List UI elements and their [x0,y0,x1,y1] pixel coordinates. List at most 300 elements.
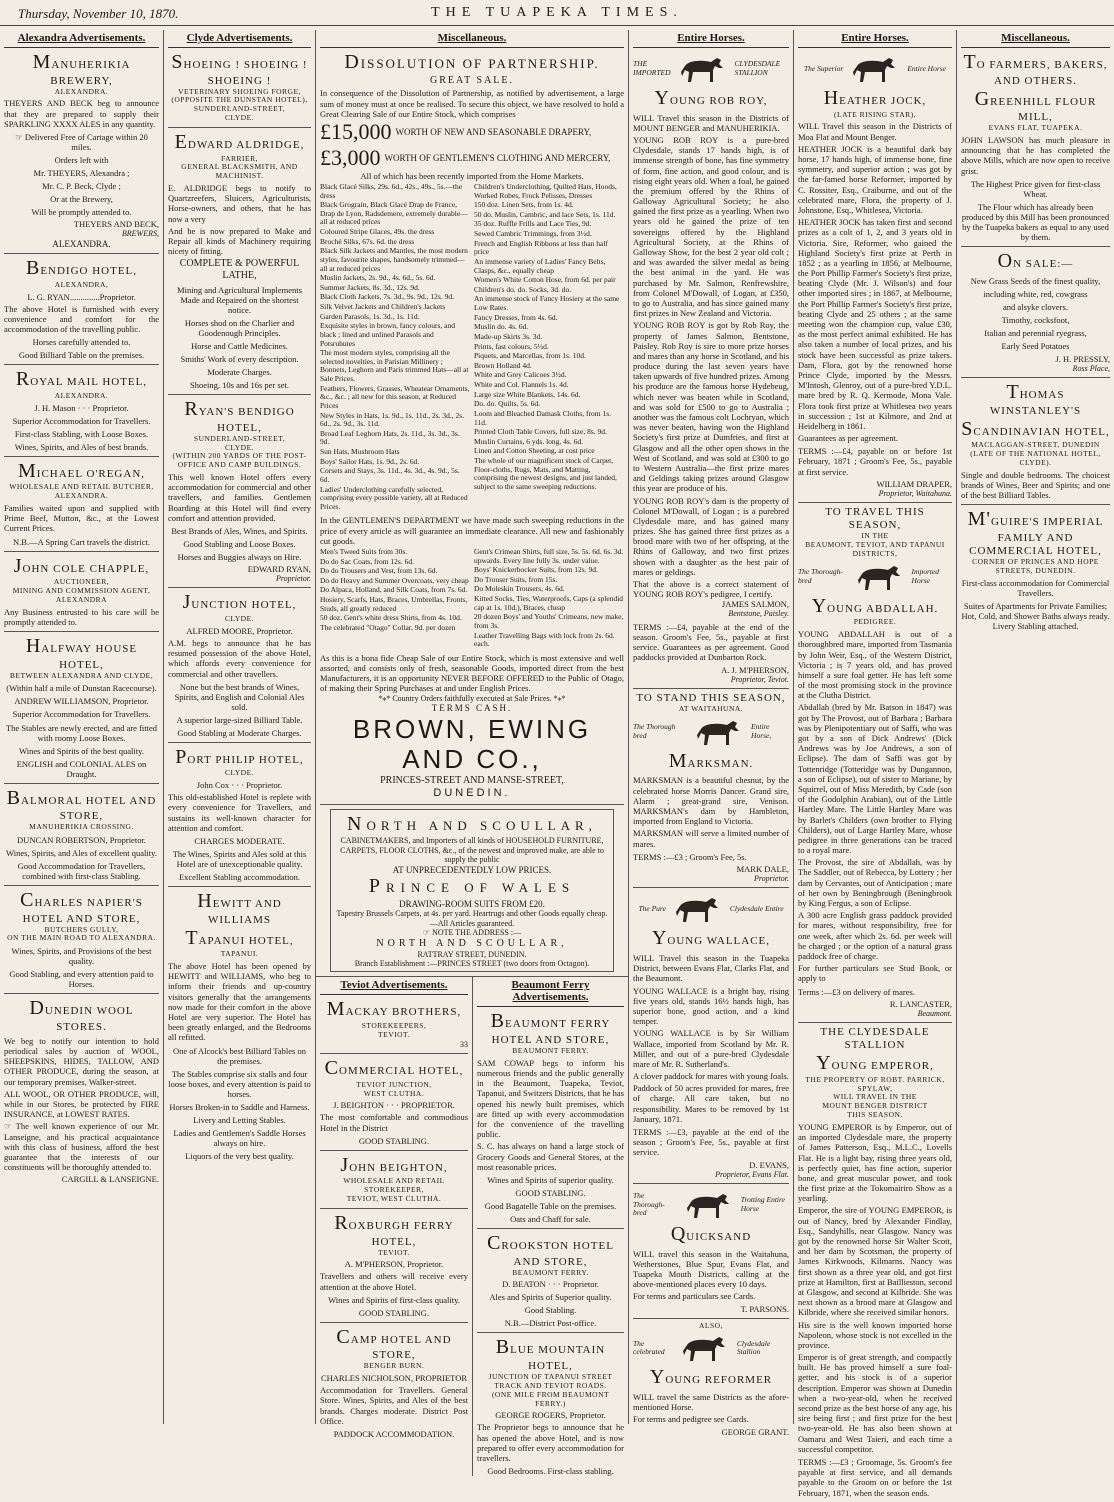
ad-signature-sub: Beaumont. [917,1008,952,1018]
advertisement [168,887,311,1165]
advertisement [320,1054,468,1151]
ad-terms: TERMS CASH. [431,703,513,713]
ad-subheading: (WITHIN 200 YARDS OF THE POST-OFFICE AND CAMP BUILDINGS. [172,451,307,470]
ad-line: PADDOCK ACCOMMODATION. [333,1428,455,1439]
ad-signature: MARK DALE, [736,863,789,874]
ad-line: Horses Broken-in to Saddle and Harness. [169,1101,310,1112]
column-beaumont [473,977,628,1480]
ad-signature: GEORGE GRANT. [721,1426,789,1437]
ad-terms: TERMS :—£3, payable at the end of the season ; Groom's Fee, 5s., payable at first service. [633,1127,789,1158]
price-list-item: Women's White Cotton Hose, from 6d. per pair [474,275,616,285]
price-list-item: Do do Trousers and Vest, from 13s. 6d. [320,566,438,576]
price-list-item: Leather Travelling Bags with lock from 2s. 6d. each. [474,630,615,649]
price-list-item: Boys' Knickerbocker Suits, from 12s. 9d. [474,565,598,575]
ad-signature-sub: Proprietor, Teviot. [730,674,789,684]
horse-caption-left: The Thorough-bred [798,566,843,585]
ad-preheading-sub: AT WAITAHUNA. [678,704,744,714]
ad-line: ANDREW WILLIAMSON, Proprietor. [14,696,149,707]
ad-subheading: WHOLESALE AND RETAIL BUTCHER, [9,482,154,492]
column-header: Entire Horses. [633,30,789,48]
newspaper-title: THE TUAPEKA TIMES. [431,5,683,20]
ad-terms: TERMS :—£3 ; Groom's Fee, 5s. [633,851,747,862]
ad-body: WILL travel the same Districts as the afore-mentioned Horse. [633,1392,789,1413]
ad-highlight: COMPLETE & POWERFUL LATHE, [179,258,300,282]
ad-body: In the GENTLEMEN'S DEPARTMENT we have made such sweeping reductions in the price of every article as will guarantee an immediate clearance. All new and fashionably cut goods. [320,515,624,546]
ad-line: Ladies and Gentlemen's Saddle Horses always on hire. [173,1127,306,1148]
ad-subheading: AUCTIONEER, [53,577,110,587]
ad-subheading: ALEXANDRA, [54,279,109,289]
ad-proprietor: GEORGE ROGERS, Proprietor. [495,1410,606,1421]
ad-body: Abdallah (bred by Mr. Batson in 1847) was got by The Provost, out of Barbara ; Barbara was by Plenipotentiary out of Saffi, who was got by a son of Dick Andrews' (Dick Andrews was by Joe Andrews, a son of Eclipse). The dam of Saffi was got by Tottenridge (Totteridge was by Dungannon, a son of Eclipse), out of sister to Mariane, by Squirrel, out of Miss Meredith, by Cade (son of the Godolphin Arabian), out of the Little Hartley Mare. The Little Hartley Mare was by Barlet's Childers (own brother to Flying Childers), out of Large Hartley Mare, whose pedigree in three generations can be traced to a royal mare. [798,702,952,856]
ad-subheading: GREAT SALE. [429,74,515,86]
advertisement [961,48,1110,247]
price-list-item: Summer Jackets, 8s. 3d., 12s. 9d. [320,282,420,292]
ad-subheading: (ONE MILE FROM BEAUMONT FERRY.) [491,1389,610,1408]
ad-body: CABINETMAKERS, and Importers of all kinds of HOUSEHOLD FURNITURE, CARPETS, FLOOR CLOTHS, &c., of the newest and improved make, are able to supply the public [340,836,604,865]
ad-subheading: CLYDE. [224,113,255,123]
price-list-item: Do. do. Quilts, 5s. 6d. [474,399,541,409]
horse-picture [798,562,952,592]
price-list-item: An immense variety of Ladies' Fancy Belts, Clasps, &c., equally cheap [474,256,606,275]
ad-heading: CROOKSTON HOTEL AND STORE, [487,1231,614,1268]
ad-line: ENGLISH and COLONIAL ALES on Draught. [16,758,147,779]
horse-caption-right: Trotting Entire Horse [740,1195,785,1214]
price-list-item: Muslin Curtains, 6 yds. long, 4s. 6d. [474,436,583,446]
ad-line: Will be promptly attended to. [31,207,132,218]
firm-name: NORTH AND SCOULLAR, [376,937,568,949]
price-list-item: Black Glacé Silks, 29s. 6d., 42s., 49s., 5s.—the dress [320,181,463,200]
advertisement [4,994,159,1188]
price-text: WORTH OF NEW AND SEASONABLE DRAPERY, [395,126,592,137]
ad-body: The Proprietor begs to announce that he has opened the above Hotel, and is now prepared to offer every accommodation for travellers. [477,1422,624,1463]
ad-heading: JOHN BEIGHTON, [340,1153,448,1176]
ad-subheading: MACLAGGAN-STREET, DUNEDIN [971,440,1100,450]
ad-line: Wines, Spirits, and Ales of excellent quality. [6,848,157,858]
north-scoullar-ad [330,809,614,973]
ad-body: The most comfortable and commodious Hotel in the District [320,1112,468,1133]
ad-line: Good Bedrooms. First-class stabling. [487,1466,614,1477]
price-list-item: Fancy Dresses, from 4s. 6d. [474,312,558,322]
ad-subheading: BETWEEN ALEXANDRA AND CLYDE, [9,670,154,680]
ad-line: The Stables comprise six stalls and four loose boxes, and every attention is paid to horses. [168,1068,311,1099]
advertisement [961,378,1110,505]
ad-subheading: SUNDERLAND-STREET, [193,433,286,443]
ad-note: ☞ NOTE THE ADDRESS :— [422,928,522,938]
ad-heading: MANUHERIKIA BREWERY, [32,51,131,87]
price-list-item: Sewed Cambric Trimmings, from 3½d. [474,229,592,238]
advertisement [633,888,789,1184]
ad-heading: SHOEING ! SHOEING ! SHOEING ! [171,51,308,87]
ad-body: That the above is a correct statement of YOUNG ROB ROY's pedigree, I certify. [633,579,789,600]
ad-signature: JAMES SALMON, [721,599,789,610]
ad-proprietor: John Cox · · · Proprietor. [196,780,283,791]
ad-line: GOOD STABLING. [358,1307,430,1318]
ad-subheading: WEST CLUTHA. [363,1088,425,1098]
ad-subheading: THIS SEASON. [847,1110,903,1120]
ad-signature-sub: Proprietor. [275,574,311,584]
price-list-item: Broad Leaf Leghorn Hats, 2s. 11d., 3s. 3d., 3s. 9d. [320,428,460,447]
horse-picture [633,1333,789,1363]
ad-body: A.M. begs to announce that he has resumed possession of the above Hotel, which affords every convenience for commercial and other travellers. [168,637,311,679]
ad-heading: HEATHER JOCK, [823,87,927,109]
ad-body: A clover paddock for mares with young foals. [633,1071,789,1082]
ad-signature-sub: BREWERS, [121,229,159,239]
ad-subheading: GENERAL BLACKSMITH, AND MACHINIST. [181,162,298,181]
ad-body: Paddock of 50 acres provided for mares, free of charge. All care taken, but no responsibility. Mares to be removed by 1st January, 1871. [633,1083,789,1124]
column-teviot [316,977,472,1443]
horse-picture [633,54,789,84]
ad-signature: J. H. PRESSLY, [1055,353,1110,364]
ad-line: Smiths' Work of every description. [180,354,299,365]
price-list-item: French and English Ribbons at less than half price [474,238,608,257]
advertisement [798,503,952,1023]
ad-heading: YOUNG REFORMER [649,1366,773,1389]
ad-heading: M'GUIRE'S IMPERIAL FAMILY AND COMMERCIAL HOTEL, [967,508,1104,557]
price-list-item: 150 doz. Linen Sets, from 1s. 4d. [474,200,574,210]
advertisement [633,689,789,888]
ad-body: All of which has been recently imported from the Home Markets. [360,170,584,181]
ad-heading: DISSOLUTION OF PARTNERSHIP. [344,51,600,73]
ad-preheading: THE CLYDESDALE STALLION [820,1026,930,1052]
price-list-item: Loom and Bleached Damask Cloths, from 1s. 11d. [474,408,612,427]
price-list-item: Men's Tweed Suits from 30s. [320,546,408,556]
price-list-item: Muslin do. 4s. 6d. [474,322,529,332]
ad-heading: SCANDINAVIAN HOTEL, [961,417,1110,440]
ad-subheading: BEAUMONT FERRY. [512,1045,589,1055]
ad-line: including white, red, cowgrass [983,289,1088,300]
ad-heading: JOHN COLE CHAPPLE, [13,554,150,577]
ad-body: Accommodation for Travellers. General Store. Wines, Spirits, and Ales of the best brands. Charges moderate. District Post Office. [320,1385,468,1426]
horse-picture [798,54,952,84]
ad-signature-sub: Bentstone, Paisley. [728,609,789,619]
ad-terms: Terms :—£3 on delivery of mares. [798,986,915,997]
ad-heading: YOUNG ROB ROY, [654,87,768,109]
ad-proprietor: CHARLES NICHOLSON, PROPRIETOR [320,1373,467,1384]
ad-proprietor: L. G. RYAN..............Proprietor. [27,291,136,302]
advertisement [168,48,311,128]
advertisement [4,48,159,254]
advertisement [4,457,159,552]
ad-line: Orders left with [54,155,109,165]
ad-line: Oats and Chaff for sale. [510,1213,591,1224]
firm-address: Branch Establishment :—PRINCES STREET (two doors from Octagon). [354,958,590,968]
ad-line: Early Seed Potatoes [1001,341,1070,352]
ad-body: His sire is the well known imported horse Napoleon, whose stock is not excelled in the province. [798,1319,952,1350]
ad-line: The Highest Price given for first-class Wheat. [970,178,1101,199]
ad-signature: D. EVANS, [749,1159,789,1170]
firm-city: DUNEDIN. [433,786,511,799]
ad-body: Families waited upon and supplied with Prime Beef, Mutton, &c., at the Lowest Current Prices. [4,502,159,534]
price-text: WORTH OF GENTLEMEN'S CLOTHING AND MERCERY, [384,152,611,163]
ad-proprietor: J. BEIGHTON · · · PROPRIETOR. [333,1100,455,1111]
horse-illustration-icon [854,562,906,592]
advertisement [320,1323,468,1443]
advertisement [4,784,159,886]
ad-also: ALSO, [699,1320,723,1330]
horse-caption-right: Imported Horse [911,566,940,585]
price-list-item: White and Grey Calicoes 3½d. [474,370,567,380]
ad-body: A 300 acre English grass paddock provided for mares, without responsibility, free for one week, after which 2s. 6d. per week will be charged ; or the option of a natural grass paddock free of charge. [798,910,952,961]
ad-line: GOOD STABLING. [358,1135,430,1146]
price-list-item: Sun Hats, Mushroom Hats [320,447,400,456]
column-header: Miscellaneous. [961,30,1110,48]
ad-subheading: ALEXANDRA. [54,491,109,501]
ad-heading: BALMORAL HOTEL AND STORE, [6,786,157,823]
ad-heading: COMMERCIAL HOTEL, [324,1057,464,1080]
ad-line: Timothy, cocksfoot, [1001,315,1070,326]
ad-body: Travellers and others will receive every attention at the above Hotel. [320,1271,468,1292]
advertisement [798,48,952,503]
ad-subheading: VETERINARY SHOEING FORGE, [178,86,301,96]
ad-heading: ROXBURGH FERRY HOTEL, [334,1211,454,1248]
column-header: Clyde Advertisements. [168,30,311,48]
ad-heading: HALFWAY HOUSE HOTEL, [25,635,138,671]
ad-signature-sub: Proprietor, Evans Flat. [715,1169,789,1179]
ad-line: Good Stabling at Moderate Charges. [177,727,302,738]
ad-line: None but the best brands of Wines, Spirits, and English and Colonial Ales sold. [174,681,305,712]
advertisement [961,505,1110,635]
ad-body: WILL Travel this season in the Districts of MOUNT BENGER and MANUHERIKIA. [633,112,789,133]
column-entire-horses-2 [794,30,956,1498]
horse-caption-left: The Pure [638,904,666,913]
ad-line: Ales and Spirits of Superior quality. [489,1292,612,1303]
ad-line: Excellent Stabling accommodation. [178,872,301,883]
horse-picture [633,894,789,924]
ad-subheading: CORNER OF PRINCES AND HOPE STREETS, DUNEDIN. [972,556,1099,575]
ad-proprietor: D. BEATON · · · Proprietor. [502,1279,599,1290]
ad-line: Wines and Spirits of first-class quality. [328,1294,460,1305]
horse-caption-right: Clydesdale Stallion [736,1338,771,1357]
price-list-item: 35 doz. Ruffle Frills and Lace Ties, 9d. [474,219,592,229]
ad-line: A superior large-sized Billiard Table. [176,714,303,725]
masthead [0,0,1114,26]
ad-subheading: TEVIOT JUNCTION, [356,1079,432,1089]
horse-caption-left: The Thorough-bred [633,1190,665,1218]
ad-line: Italian and perennial ryegrass, [984,328,1087,339]
price-list-item: Hosiery, Scarfs, Hats, Braces, Umbrellas, Fronts, Studs, all greatly reduced [320,595,468,613]
ad-body: WILL Travel this season in the Tuapeka District, between Evans Flat, Clarks Flat, and the Beaumont. [633,953,789,984]
ad-subheading: ALEXANDRA. [54,86,109,96]
horse-caption-left: The celebrated [633,1338,665,1357]
ad-subheading: TEVIOT. [378,1029,410,1039]
ad-line: The Stables are newly erected, and are fitted with roomy Loose Boxes. [5,722,158,743]
advertisement [798,1023,952,1502]
price-list-right [474,548,624,650]
price-list-item: Gent's Crimean Shirts, full size, 5s. 5s. 6d. 6s. 3d. upwards. Every line fully 3s. under value. [474,546,624,565]
price-list-item: Do Moleskin Trousers, 4s. 6d. [474,584,565,594]
column-miscellaneous-2 [957,30,1114,1424]
ad-heading: RYAN'S BENDIGO HOTEL, [184,398,295,434]
advertisement [477,1229,624,1333]
horse-caption-left: The Superior [803,63,844,73]
ad-subheading: EVANS FLAT, TUAPEKA. [988,123,1083,133]
ad-heading: PRINCE OF WALES [368,875,576,898]
ad-proprietor: A. M'PHERSON, Proprietor. [344,1259,444,1270]
ad-body: YOUNG EMPEROR is by Emperor, out of an imported Clydesdale mare, the property of James Patterson, Esq., M.L.C., Lovells Flat. He is a light bay, rising three years old, is perfectly quiet, has fine action, superior bone, and great muscular power, and took the first prize at the Tokomairiro Show as a yearling. [798,1121,952,1204]
advertisement [4,886,159,994]
ad-subheading: CLYDE. [224,768,255,778]
ad-line: Good Stabling and Loose Boxes. [183,539,296,549]
ad-subheading: TEVIOT, WEST CLUTHA. [346,1194,442,1204]
advertisement [168,588,311,742]
dissolution-ad [320,48,624,805]
advertisement [633,48,789,689]
ad-body: YOUNG ROB ROY is got by Rob Roy, the property of James Salmon, Bentstone, Paisley. Rob Roy is sire to more prize horses and mares than any horse in Scotland, and his produce during the last seven years have taken upwards of five hundred prizes. Among his produce are the famous horse Hydebeug, which never was beaten while in Scotland, and was sold for £500 to go to Australia ; another was the famous colt Lochryan, which was never beaten, having won the Highland Society's first prize at Dumfries, and first at Glasgow and all the other open shows in the West of Scotland, and was sold at £300 to go to Western Australia—the first prize mares and Geldings taking prizes around Glasgow this year are produce of his. [633,320,789,494]
ad-line: Horse and Cattle Medicines. [191,341,288,352]
ad-line: Horses shod on the Charlier and Goodenough Principles. [184,318,295,339]
ad-line: One of Alcock's best Billiard Tables on the premises. [173,1045,306,1066]
column-header: Teviot Advertisements. [320,977,468,995]
ad-body: YOUNG WALLACE is a bright bay, rising five years old, stands 16½ hands high, has superior bone, good action, and a kind temper. [633,985,789,1027]
ad-heading: ON SALE:— [997,249,1074,272]
price-list-item: The whole of our magnificent stock of Carpet, Floor-cloths, Rugs, Mats, and Matting, comprising the newest designs, and just landed, subject to the same sweeping reductions. [474,456,617,491]
price-list-item: Do do Heavy and Summer Overcoats, very cheap [320,575,469,585]
horse-illustration-icon [677,54,729,84]
ad-signature-sub: Proprietor, Waitahuna. [878,488,952,498]
price-list-item: New Styles in Hats, 1s. 9d., 1s. 11d., 2s. 3d., 2s. 6d., 2s. 9d., 3s. 11d. [320,410,465,429]
ad-heading: BEAUMONT FERRY HOTEL AND STORE, [490,1010,611,1047]
ad-line: Liquors of the very best quality. [185,1150,294,1161]
price-list-item: Feathers, Flowers, Grasses, Wheatear Ornaments, &c., &c. ; all new for this season, at Reduced Prices [320,383,470,410]
advertisement [477,1007,624,1229]
ad-line: Mr. C. P. Beck, Clyde ; [42,181,121,192]
horse-illustration-icon [693,717,745,747]
ad-line: ☞ Delivered Free of Cartage within 20 miles. [15,131,148,152]
ad-proprietor: J. H. Mason · · · Proprietor. [34,402,129,413]
ad-body: HEATHER JOCK has taken first and second prizes as a colt of 1, 2, and 3 years old in Victoria. Sire, Reformer, who gained the Highland Society's first prize at Perth in 1852 ; as a yearling in 1856, at Melbourne, the Port Phillip Farmer's Society's first prize, beating Clyde (Mr. J. Wilson's) and four other imported sires ; in 1867, at Melbourne, the Port Phillip Farmer's Society's first prize, beating Clyde and 25 others ; at the same meeting won the champion cup, value £30, as the most perfect animal exhibited. He has also taken a number of local prizes, and his stock have been successful as prize takers. Dam, Flora, got by the renowned horse Prince Clyde, imported by the Messrs. M'Intosh, Glenroy, out of a pure-bred Y.D.L. mare bred by R. Q. Kermode, Mona Vale. Flora took first prize at Whitlesea two years in succession ; 1st at Kilmore, and 2nd at Heidelberg in 1861. [798,217,952,431]
price-list-item: Corsets and Stays, 3s. 11d., 4s. 3d., 4s. 9d., 5s. 6d. [320,466,460,484]
ad-body: THEYERS AND BECK beg to announce that they are prepared to supply their SPARKLING XXXX ALES in any quantity. [4,98,159,129]
ad-preheading-sub: IN THE [861,531,889,541]
price-line [320,145,624,171]
ad-heading: QUICKSAND [670,1223,752,1246]
price-list-item: 50 doz. Gent's white dress Shirts, from 4s. 10d. [320,613,462,623]
price-list-item: 20 dozen Boys' and Youths' Crimeans, new make, from 3s. [474,612,624,630]
ad-subheading: THE PROPERTY OF ROBT. PARRICK, SPYLAW, [805,1074,945,1093]
ad-signature: CARGILL & LANSEIGNE. [61,1174,159,1185]
price-list-item: Do Alpaca, Holland, and Silk Coats, from 7s. 6d. [320,585,468,595]
price-list-item: Prints, fast colours, 5½d. [474,341,549,351]
column-header: Beaumont Ferry Advertisements. [477,977,624,1007]
advertisement [633,1184,789,1319]
ad-line: The Flour which has already been produced by this Mill has been pronounced by the Tuapeka bakers as equal to any used by them. [961,201,1110,242]
ad-line: The Wines, Spirits and Ales sold at this Hotel are of unexceptionable quality. [172,848,307,869]
ad-line: Superior Accommodation for Travellers. [12,709,151,720]
advertisement [320,995,468,1054]
ad-line: (Within half a mile of Dunstan Racecourse). [6,683,157,694]
ad-subheading: STOREKEEPER, [364,1185,424,1195]
price-list-item: Broché Silks, 67s. 6d. the dress [320,236,415,246]
ad-subheading: FARRIER, [221,153,258,163]
horse-illustration-icon [672,894,724,924]
horse-caption-right: Entire Horse [907,63,947,73]
ad-body: For terms and pedigree see Cards. [633,1414,749,1425]
ad-subheading: TEVIOT. [378,1247,410,1257]
price-list-item: Ladies' Underclothing carefully selected, comprising every possible variety, all at Reduced Prices. [320,484,468,511]
ad-subheading: WHOLESALE AND RETAIL [343,1176,445,1186]
ad-body: Guarantees as per agreement. [798,433,899,444]
ad-line: Good Accommodation for Travellers, combined with first-class Stabling. [17,861,146,882]
price-list-left [320,548,470,650]
advertisement [168,395,311,588]
price-list-item: 50 do. Muslin, Cambric, and lace Sets, 1s. 11d. [474,209,616,219]
ad-subheading: JUNCTION OF TAPANUI STREET TRACK AND TEVIOT ROADS. [488,1371,613,1390]
ad-line: Wines, Spirits, and Ales of best brands. [14,441,149,452]
ad-heading: YOUNG WALLACE, [651,927,771,950]
horse-caption-right: CLYDESDALE STALLION [734,59,781,77]
ad-subheading: BENGER BURN. [363,1361,425,1371]
price-list-item: Made-up Skirts 3s. 3d. [474,331,543,341]
price-list-item: Exquisite styles in brown, fancy colours, and black ; lined and unlined Parasols and Potsruhutes [320,321,455,348]
ad-signature-sub: Proprietor. [753,873,789,883]
ad-heading: NORTH AND SCOULLAR, [347,812,597,835]
ad-body: The Provost, the sire of Abdallah, was by The Saddler, out of Rebecca, by Lottery ; her dam by Cervantes, out of Anticipation ; mare of her own by Beningbrough (Beningbrook by King Fergus, a son of Eclipse. [798,857,952,909]
ad-body: As this is a bona fide Cheap Sale of our Entire Stock, which is most extensive and well assorted, and consists only of fresh, seasonable Goods, imported direct from the best Manufacturers, it is an opportunity NEVER BEFORE OFFERED to the Public of Otago, of making their Spring Purchases at and under English Prices. [320,652,624,694]
ad-body: This well known Hotel offers every accommodation for commercial and other travellers, and families. Gentlemen Boarding at this Hotel will find every comfort and attention provided. [168,472,311,523]
advertisement [168,743,311,887]
ad-body: MARKSMAN will serve a limited number of mares. [633,828,789,849]
price-list-item: Brown Holland 4d. [474,360,532,370]
ad-body: YOUNG ROB ROY's dam is the property of Colonel M'Dowall, of Logan ; is a purebred Clydesdale mare, and has gained many prizes. She has gained three first prizes as a brood mare with two of her offspring, at the Rhins of Galloway, and two first prizes shown with a daughter as the best pair of mares or geldings. [633,495,789,577]
ad-line: Mining and Agricultural Implements Made and Repaired on the shortest notice. [177,284,302,315]
price-list-item: Printed Cloth Table Covers, full size, 8s. 9d. [474,427,607,437]
ad-body: ☞ The well known experience of our Mr. Lanseigne, and his practical acquaintance with this class of business, afford the best guarantee that the interests of our constituents will be thoroughly attended to. [4,1121,159,1173]
ad-body: ALL WOOL, OR OTHER PRODUCE, will, while in our Stores, be protected by FIRE INSURANCE, at LOWEST RATES. [4,1088,159,1120]
horse-caption-left: THE IMPORTED [633,59,671,77]
ad-proprietor: ALFRED MOORE, Proprietor. [186,625,293,636]
ad-terms: TERMS :—£3 ; Groomage, 5s. Groom's fee payable at first service, and all demands payable to the Groom on or before the 1st February, 1871, when the season ends. [798,1456,952,1498]
price-list-item: Kitted Socks, Ties, Waterproofs, Caps (a splendid cap at 1s. 10d.), Braces, cheap [474,594,624,612]
ad-subheading: CLYDE. [224,442,255,452]
ad-subheading: (LATE RISING STAR), [833,109,917,119]
horse-picture [633,1190,789,1220]
price-list-item: An immense stock of Fancy Hosiery at the same Low Rates. [474,294,620,312]
price-list-item: Linen and Cotton Sheeting, at cost price [474,446,595,456]
ad-heading: YOUNG ABDALLAH. [811,594,939,617]
ad-subheading: PEDIGREE. [853,617,897,627]
ad-subheading: ON THE MAIN ROAD TO ALEXANDRA. [7,933,156,943]
ad-subheading: TAPANUI. [220,949,259,959]
firm-address: RATTRAY STREET, DUNEDIN. [417,949,527,959]
ad-line: and alsyke clovers. [1003,302,1068,313]
ad-signature: T. PARSONS. [740,1303,789,1314]
ad-line: Good Bagatelle Table on the premises. [484,1200,617,1211]
ad-line: N.B.—A Spring Cart travels the district. [13,536,150,547]
column-miscellaneous [316,30,628,1477]
ad-subheading: SUNDERLAND-STREET, [193,104,286,114]
ad-body: Emperor is of great strength, and compactly built. He has proved himself a sure foal-getter, and his stock is of a superior description. Emperor was shown at Dunedin when a two-year-old, when he received second prize as the best horse of any age, his sire being first ; and first prize for the best two-year-old. He has also been shown at Oamaru and West Taieri, and each time a successful competitor. [798,1352,952,1454]
ad-body: YOUNG ABDALLAH is out of a thoroughbred mare, imported from Tasmania by John Weir, Esq., of the Western District, Victoria ; is 7 years old, and has proved himself a sure foal getter. He has left some of the most promising stock in the province at the Clutha District. [798,629,952,701]
ad-line: Superior Accommodation for Travellers. [12,415,151,426]
ad-body: In consequence of the Dissolution of Partnership, as notified by advertisement, a large sum of money must at once be realised. To secure this object, we have resolved to hold a Great Clearing Sale of our Entire Stock, which comprises [320,88,624,119]
ad-subheading: MINING AND COMMISSION AGENT, ALEXANDRA [12,585,151,604]
ad-body: Tapestry Brussels Carpets, at 4s. per yard. Heartrugs and other Goods equally cheap.—All Articles guaranteed. [336,909,608,928]
advertisement [477,1333,624,1480]
ad-line: Shoeing, 10s and 16s per set. [190,380,289,391]
ad-body: Single and double bedrooms. The choicest brands of Wines, Beer and Spirits; and one of the best Billiard Tables. [961,469,1110,501]
ad-heading: MARKSMAN. [668,749,754,772]
ad-body: SAM COWAP begs to inform his numerous friends and the public generally in the Beaumont, Tuapeka, Teviot, Tapanui, and Switzers Districts, that he has opened his newly built premises, which are fitted up with every accommodation for the convenience of the travelling public. [477,1057,624,1140]
column-header: Entire Horses. [798,30,952,48]
ad-line: Horses and Buggies always on Hire. [177,552,302,563]
ad-heading: ROYAL MAIL HOTEL, [15,368,148,391]
ad-line: Mr. THEYERS, Alexandra ; [33,168,130,179]
horse-illustration-icon [679,1333,731,1363]
price-list-item: Boys' Sailor Hats, 1s. 9d., 2s. 6d. [320,456,420,466]
advertisement [320,1151,468,1209]
ad-number: 33 [460,1039,468,1049]
price-list-item: Do do Sac Coats, from 12s. 6d. [320,556,414,566]
